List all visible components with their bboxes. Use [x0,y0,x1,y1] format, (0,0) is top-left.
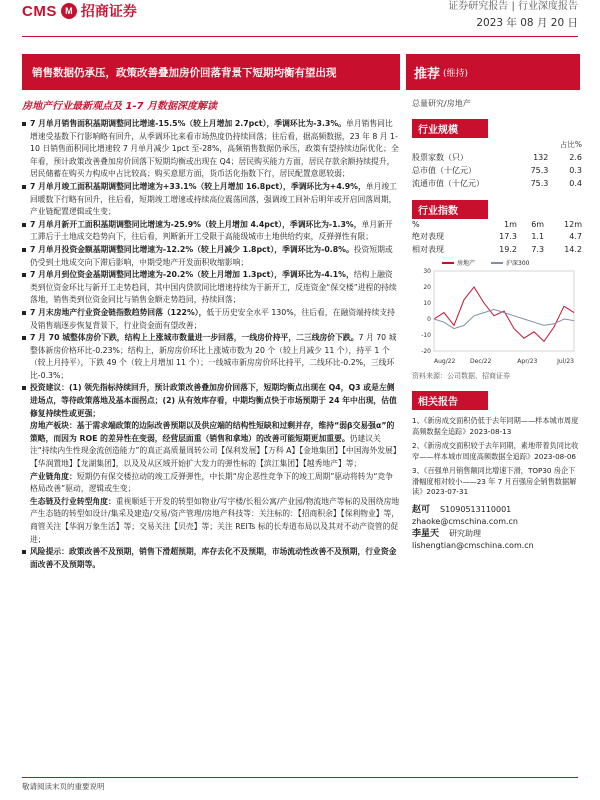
footer-divider [22,777,578,778]
paragraph [22,269,400,307]
analyst-info [412,504,582,552]
index-header-cell: 6m [531,220,545,229]
industry-scale-title: 行业规模 [412,119,488,138]
body-text [22,118,400,571]
scale-value: 75.3 [530,179,549,188]
analyst-email[interactable]: zhaoke@cmschina.com.cn [412,516,518,526]
table-row [412,177,582,190]
table-header [412,219,582,230]
paragraph-text: 7 月 70 城整体新房价格环比-0.23%；结构上，新房房价环比上涨城市数为 20 个（较上月减少 11 个），持平 1 个（较上月持平），下跌 49 个（较上月增加 11 个）；一线城市新房房价环比持平，二线环比-0.2%，三线环比-0.3%； [30,333,397,380]
series-line [434,309,574,328]
analyst-name: 赵可 [412,504,431,515]
paragraph-text: 低于历史安全水平 130%，往后看，在融资端持续支持及销售端逐步恢复背景下，行业资金面有望改善； [30,307,395,330]
bullet-icon [22,336,26,340]
bullet-icon [22,273,26,277]
chart-legend [442,258,582,267]
x-tick-label: Apr/23 [517,358,538,365]
sidebar [412,92,582,552]
paragraph-lead: 产业链角度： [30,471,77,481]
header-info [448,0,578,30]
index-header-cell: % [412,220,420,229]
logo-cn: 招商证券 [80,4,137,20]
x-tick-label: Dec/22 [470,358,492,365]
x-tick-label: Aug/22 [434,358,456,365]
related-title: 相关报告 [412,391,488,410]
paragraph-text: 短期仍有保交楼拉动的竣工反弹弹性，中长期“房企恶性竞争下的竣工周期”驱动将转为“竞争格局改善”驱动，逻辑或生变； [30,471,393,494]
scale-value: 132 [533,153,549,162]
chart-source: 资料来源：公司数据、招商证券 [412,372,510,380]
bullet-icon [22,122,26,126]
index-value: 14.2 [564,245,582,254]
index-table [412,219,582,256]
series-line [434,287,574,341]
y-tick-label: -10 [421,332,431,339]
paragraph [22,332,400,382]
bullet-icon [22,550,26,554]
report-title: 销售数据仍承压，政策改善叠加房价回落背景下短期均衡有望出现 [32,66,337,79]
related-report-link[interactable]: 2、《新房成交面积较于去年同期，素地带着负同比收窄——样本城市周度高频数据全追踪》2023-08-06 [412,441,579,461]
logo-badge: M [61,3,77,19]
paragraph-lead: 投资建议：(1) 领先指标持续回升，预计政策改善叠加房价回落下，短期均衡点出现在 Q4，Q3 或是左侧进场点，等待政策落地及基本面拐点；(2) 从有效库存看，中期均衡点快于市场预期于 24 年中出现，估值修复持续性或更强； [30,383,397,418]
paragraph-lead: 7 月单月新开工面积基期调整同比增速为-25.9%（较上月增加 4.4pct），季调环比为-1.3%， [30,219,362,229]
paragraph-text: 单月销售同比增速受基数下行影响略有回升，从季调环比来看市场热度仍持续回落；往后看，据高频数据，23 年 8 月 1-10 日销售面积同比增速较 7 月单月减少 1pct 至-28%，高频销售数据仍承压，政策有望持续边际优化；全年看，预计政策改善叠加房价回落下短期均衡或出现在 Q4；居民购买能力方面，居民存款余额持续提升，居民储蓄在购买力构成中占比较高；购买意愿方面，货币活化指数下行，居民配置意愿较弱； [30,119,399,179]
bullet-icon [22,248,26,252]
y-tick-label: 10 [423,300,431,307]
y-tick-label: -20 [421,348,431,355]
scale-value: 75.3 [530,166,549,175]
bullet-icon [22,185,26,189]
related-report-link[interactable]: 1、《新房成交面积仍低于去年同期——样本城市周度高频数据全追踪》2023-08-13 [412,416,579,436]
y-tick-label: 0 [427,316,431,323]
paragraph-lead: 7 月末房地产行业资金链指数趋势回落（122%）， [30,307,207,317]
paragraph-lead: 7 月单月到位资金基期调整同比增速为-20.2%（较上月增加 1.3pct），季调环比为-4.1%， [30,270,354,280]
paragraph-lead: 房地产板块：基于需求端政策的边际改善预期以及供应端的结构性短缺和过剩并存，维持“弱β交易强α”的策略，而因为 ROE 的差异性在变弱，经营层面重（销售和拿地）的改善可能短期更加重要。 [30,421,395,443]
index-label: 绝对表现 [412,232,444,241]
logo-cms: CMS [22,2,57,20]
paragraph [22,382,400,420]
related-report-link[interactable]: 3、《百强单月销售额同比增速下滑，TOP30 房企下滑幅度相对较小——23 年 7 月百强房企销售数据解读》2023-07-31 [412,466,577,496]
paragraph-text: 单月竣工回暖数下行略有回升，往后看，短期竣工增速或持续高位震荡回落，强调竣工回补后明年或开启回落周期，产业链配置逻辑或生变； [30,181,397,217]
rating-note: (维持) [443,68,469,79]
paragraph-lead: 7 月单月销售面积基期调整同比增速-15.5%（较上月增加 2.7pct），季调环比为-3.3%。 [30,119,346,128]
legend-swatch [442,262,454,264]
index-value: 1.1 [531,232,545,241]
scale-pct: 0.3 [569,166,582,175]
rating: 推荐 [414,66,441,82]
bullet-icon [22,223,26,227]
index-label: 相对表现 [412,245,444,254]
y-tick-label: 30 [423,268,431,275]
paragraph-text: 结构上融资类到位资金环比与新开工走势趋同，其中国内贷款同比增速持续为于新开工，反连资金“保交楼”进程的持续落地，销售类到位资金同比与销售金额走势趋同，持续回落； [30,270,397,305]
index-value: 17.3 [499,232,517,241]
paragraph-text: 重视顺延于开发的转型如物业/写字楼/长租公寓/产业园/物流地产等标的及围绕房地产生态链的转型如设计/集采及建造/交易/资产管理/房地产科技等：关注标的：【招商积余】【保利物业】等，商管关注【华润万象生活】等；交易关注【贝壳】等；关注 REITs 标的长寿道布局以及其对不动产资管的促进； [30,496,400,544]
analyst-id: 研究助理 [449,528,482,538]
category: 总量研究/房地产 [412,99,471,108]
header-divider [22,36,578,37]
analyst-row [412,504,582,516]
paragraph-lead: 生态链及行业转型角度： [30,496,116,506]
logo [22,0,137,22]
index-value: 7.3 [531,245,545,254]
report-title-banner [22,54,400,90]
paragraph-text: 仍建议关注“持续内生性现金流创造能力”的真正高质量周转公司【保利发展】【万科 A】【金地集团】【中国海外发展】【华润置地】【龙湖集团】，以及及从区域开始扩大发力的弹性标的【滨江集团】【越秀地产】等； [30,433,397,469]
analyst-row [412,528,582,540]
report-subtitle: 房地产行业最新观点及 1-7 月数据深度解读 [22,101,218,112]
legend-label: 沪深300 [506,260,530,267]
paragraph [22,244,400,269]
scale-pct: 2.6 [569,153,582,162]
paragraph [22,118,400,181]
rating-box [406,54,580,90]
paragraph-lead: 7 月单月竣工面积基期调整同比增速为+33.1%（较上月增加 16.8pct），季调环比为+4.9%， [30,181,366,191]
table-row [412,151,582,164]
scale-label: 股票家数（只） [412,153,468,162]
index-header-cell: 12m [564,220,582,229]
scale-pct: 0.4 [569,179,582,188]
paragraph [22,420,400,470]
index-value: 4.7 [569,232,582,241]
paragraph [22,219,400,244]
index-title: 行业指数 [412,200,488,219]
analyst-id: S1090513110001 [440,504,512,514]
y-tick-label: 20 [423,284,431,291]
industry-scale-table [412,138,582,190]
footer-note: 敬请阅读末页的重要说明 [22,782,105,791]
scale-label: 流通市值（十亿元） [412,179,484,188]
report-type: 证券研究报告 | 行业深度报告 [448,1,578,12]
paragraph-lead: 风险提示：政策改善不及预期，销售下滑超预期，库存去化不及预期，市场流动性改善不及预期，行业资金面改善不及预期等。 [30,547,397,569]
paragraph-text: 投资短期或仍受到土地成交向下滞后影响，中期受地产开发面积收缩影响； [30,244,393,267]
scale-label: 总市值（十亿元） [412,166,476,175]
analyst-name: 李星天 [412,528,440,539]
paragraph-lead: 7 月单月投资金额基期调整同比增速为-12.2%（较上月减少 1.8pct），季调环比为-0.8%。 [30,244,354,254]
paragraph [22,496,400,546]
legend-item [491,258,529,267]
x-tick-label: Jul/23 [557,358,574,365]
table-row [412,230,582,243]
paragraph [22,471,400,496]
bullet-icon [22,386,26,390]
table-row [412,164,582,177]
paragraph-text: 单月新开工滞后于土地成交趋势向下，往后看，判断新开工受限于高能级城市土地供给约束，反弹弹性有限； [30,219,393,242]
analyst-email[interactable]: lishengtian@cmschina.com.cn [412,540,534,550]
bullet-icon [22,311,26,315]
index-header-cell: 1m [504,220,517,229]
paragraph [22,307,400,332]
related-reports [412,416,582,498]
report-date: 2023 年 08 月 20 日 [476,17,578,29]
index-chart [412,267,582,367]
legend-swatch [491,262,503,264]
scale-header: 占比% [559,140,582,149]
table-row [412,243,582,256]
paragraph-lead: 7 月 70 城整体房价下跌，结构上上涨城市数量进一步回落，一线房价持平，二三线房价下跌。 [30,333,359,343]
legend-item [442,258,475,267]
paragraph [22,546,400,571]
index-value: 19.2 [499,245,517,254]
legend-label: 房地产 [457,260,476,267]
paragraph [22,181,400,219]
